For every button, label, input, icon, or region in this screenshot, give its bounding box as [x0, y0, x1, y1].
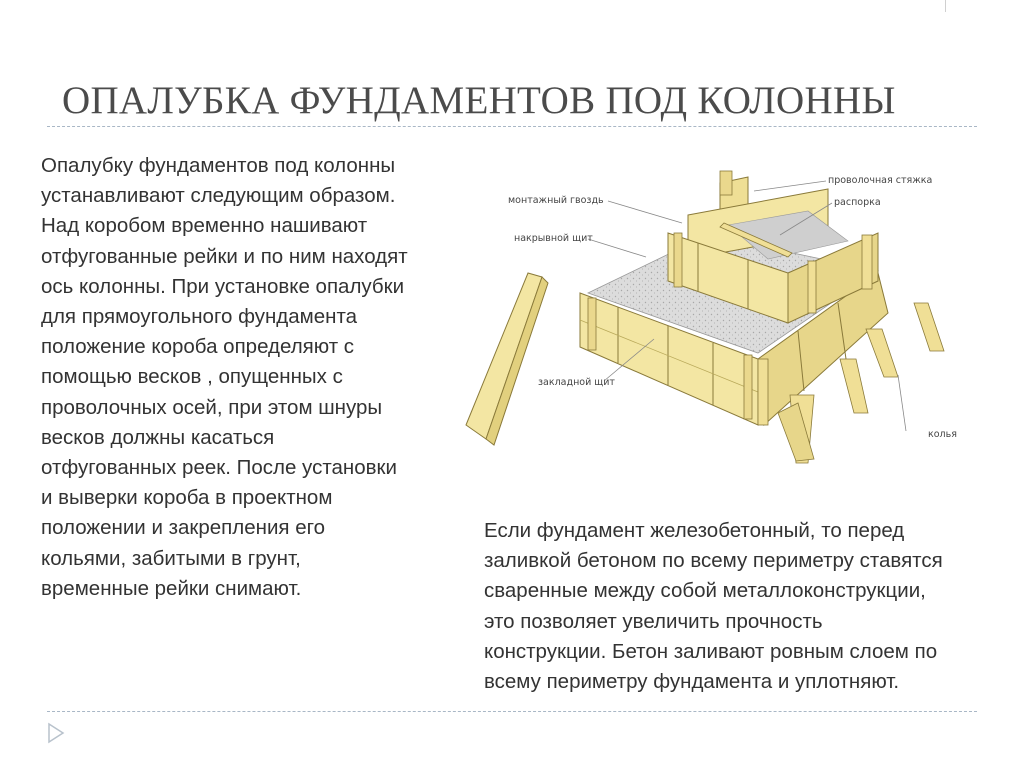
frame-marker: [945, 0, 946, 12]
left-paragraph: Опалубку фундаментов под колонны устанавливают следующим образом. Над коробом временно нашивают отфугованные рейки и по ним находят ось колонны. При установке опалубки для прямоугольного фундамента положение короба определяют с помощью весков , опущенных с проволочных осей, при этом шнуры весков должны касаться отфугованных реек. После установки и выверки короба в проектном положении и закрепления его кольями, забитыми в грунт, временные рейки снимают.: [41, 154, 408, 600]
slide-title: ОПАЛУБКА ФУНДАМЕНТОВ ПОД КОЛОННЫ: [62, 79, 896, 122]
label-mounting-nail: монтажный гвоздь: [508, 195, 604, 206]
label-spacer: распорка: [834, 197, 881, 208]
bottom-divider: [47, 711, 977, 712]
triangle-right-icon[interactable]: [47, 722, 65, 749]
label-cover-panel: накрывной щит: [514, 233, 593, 244]
right-paragraph: Если фундамент железобетонный, то перед заливкой бетоном по всему периметру ставятся сваренные между собой металлоконструкции, это позволяет увеличить прочность конструкции. Бетон заливают ровным слоем по всему периметру фундамента и уплотняют.: [484, 519, 943, 694]
formwork-diagram: [458, 163, 970, 485]
label-stakes: колья: [928, 429, 957, 440]
loose-board: [466, 273, 548, 445]
label-embedded-panel: закладной щит: [538, 377, 615, 388]
title-divider: [47, 126, 977, 127]
label-wire-tie: проволочная стяжка: [828, 175, 933, 186]
